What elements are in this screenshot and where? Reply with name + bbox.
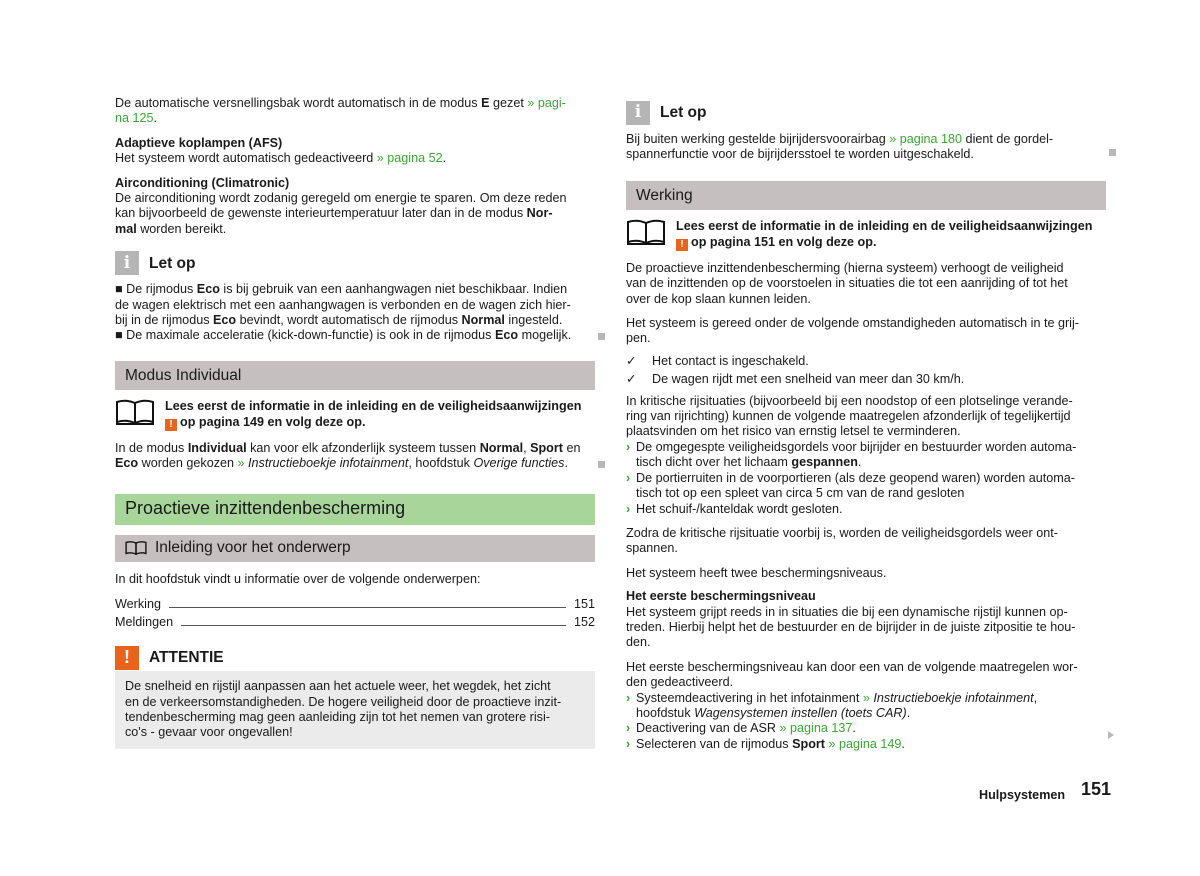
paragraph-individual: In de modus Individual kan voor elk afzonderlijk systeem tussen Normal, Sport en Eco worden gekozen » Instructieboekje infotainment, hoofdstuk Overige functies.: [115, 441, 595, 472]
link-page-137[interactable]: » pagina 137: [779, 721, 853, 736]
link-page-52[interactable]: » pagina 52: [376, 151, 443, 166]
link-page-151[interactable]: op pagina 151 en volg deze op.: [691, 234, 877, 249]
paragraph-first-level: Het eerste beschermingsniveau Het systeem grijpt reeds in in situaties die bij een dynamische rijstijl kunnen op- treden. Hierbij helpt het de bestuurder en de bijrijder in de juiste zitpositie te hou- den.: [626, 589, 1076, 650]
list-item: › Het schuif-/kanteldak wordt gesloten.: [626, 501, 843, 516]
info-icon: i: [626, 101, 650, 125]
arrow-icon: ›: [626, 501, 631, 516]
end-of-section-square: [598, 333, 605, 340]
list-item: › Selecteren van de rijmodus Sport » pagina 149.: [626, 736, 905, 751]
section-header-modus-individual: Modus Individual: [115, 361, 595, 390]
left-column: [115, 96, 595, 749]
page-number: 151: [1081, 779, 1112, 799]
arrow-icon: ›: [626, 690, 631, 705]
airco-title: Airconditioning (Climatronic): [115, 175, 290, 190]
toc-item-werking[interactable]: Werking 151: [115, 596, 595, 611]
check-item: ✓ De wagen rijdt met een snelheid van meer dan 30 km/h.: [626, 372, 965, 387]
end-of-section-square: [598, 461, 605, 468]
paragraph-critical: In kritische rijsituaties (bijvoorbeeld bij een noodstop of een plotselinge verande- ring van rijrichting) kunnen de volgende maatregelen afzonderlijk of tegelijkertijd plaatsvinden om het risico van ernstig letsel te verminderen.: [626, 393, 1073, 439]
toc-item-meldingen[interactable]: Meldingen 152: [115, 614, 595, 629]
check-item: ✓ Het contact is ingeschakeld.: [626, 353, 809, 368]
paragraph-release: Zodra de kritische rijsituatie voorbij is, worden de veiligheidsgordels weer ont- spannen.: [626, 525, 1058, 556]
book-icon: [626, 218, 666, 246]
paragraph-eco-mode: De automatische versnellingsbak wordt automatisch in de modus E gezet » pagi- na 125.: [115, 96, 566, 126]
link-instructieboekje[interactable]: »: [862, 690, 874, 705]
read-first-notice: Lees eerst de informatie in de inleiding en de veiligheidsaanwijzingen ! op pagina 151 en volg deze op.: [626, 218, 1106, 251]
right-column: [626, 100, 1106, 752]
list-item: › Systeemdeactivering in het infotainment » Instructieboekje infotainment, hoofdstuk Wagensystemen instellen (toets CAR).: [626, 690, 1038, 720]
link-page-149[interactable]: op pagina 149 en volg deze op.: [180, 414, 366, 429]
link-page-180[interactable]: » pagina 180: [889, 132, 963, 146]
book-icon: [115, 398, 155, 426]
note-box-letop-1: i Let op ■ De rijmodus Eco is bij gebruik van een aanhangwagen niet beschikbaar. Indien de wagen elektrisch met een aanhangwagen is verbonden en de wagen zich hier- bij in de rijmodus Eco bevindt, wordt automatisch de rijmodus Normal ingesteld. ■ De maximale acceleratie (kick-down-functie) is ook in de rijmodus Eco mogelijk.: [115, 250, 595, 344]
list-item: › Deactivering van de ASR » pagina 137.: [626, 721, 856, 736]
check-icon: ✓: [626, 372, 637, 387]
warning-icon: !: [115, 646, 139, 670]
section-header-werking: Werking: [626, 181, 1106, 210]
list-item: › De omgegespte veiligheidsgordels voor bijrijder en bestuurder worden automa- tisch dicht over het lichaam gespannen.: [626, 439, 1077, 470]
measures-list: [626, 440, 1106, 517]
first-level-title: Het eerste beschermingsniveau: [626, 589, 816, 604]
link-page-149[interactable]: » pagina 149: [828, 736, 902, 751]
paragraph-intro: De proactieve inzittendenbescherming (hierna systeem) verhoogt de veiligheid van de inzittenden op de voorstoelen in situaties die tot een aanrijding of tot het over de kop slaan kunnen leiden.: [626, 260, 1068, 306]
arrow-icon: ›: [626, 439, 631, 454]
check-list: [626, 354, 1106, 388]
book-icon: [125, 540, 147, 556]
afs-title: Adaptieve koplampen (AFS): [115, 135, 283, 150]
link-instructieboekje[interactable]: »: [237, 456, 249, 471]
arrow-icon: ›: [626, 721, 631, 736]
section-header-inleiding: Inleiding voor het onderwerp: [115, 535, 595, 562]
deactivate-list: [626, 691, 1106, 753]
arrow-icon: ›: [626, 470, 631, 485]
paragraph-afs: Adaptieve koplampen (AFS) Het systeem wordt automatisch gedeactiveerd » pagina 52.: [115, 135, 447, 166]
warning-title: ATTENTIE: [149, 649, 224, 667]
end-of-section-square: [1109, 149, 1116, 156]
link-page-125-cont[interactable]: na 125: [115, 111, 154, 126]
footer-section-name: Hulpsystemen: [979, 788, 1066, 802]
toc-list: [115, 594, 595, 630]
paragraph-deactivate: Het eerste beschermingsniveau kan door een van de volgende maatregelen wor- den gedeactiveerd.: [626, 659, 1078, 690]
toc-intro: In dit hoofdstuk vindt u informatie over de volgende onderwerpen:: [115, 571, 481, 586]
note-title: Let op: [149, 254, 196, 272]
paragraph-airco: Airconditioning (Climatronic) De airconditioning wordt zodanig geregeld om energie te sparen. Om deze reden kan bijvoorbeeld de gewenste interieurtemperatuur later dan in de modus Nor- mal worden bereikt.: [115, 175, 567, 236]
continue-arrow-icon: [1108, 731, 1114, 739]
warning-icon: !: [165, 419, 177, 431]
note-box-letop-2: i Let op Bij buiten werking gestelde bijrijdersvoorairbag » pagina 180 dient de gordel- spannerfunctie voor de bijrijdersstoel te worden uitgeschakeld.: [626, 100, 1106, 163]
arrow-icon: ›: [626, 736, 631, 751]
warning-box-attentie: ! ATTENTIE De snelheid en rijstijl aanpassen aan het actuele weer, het wegdek, het zicht en de verkeersomstandigheden. De hogere veiligheid door de proactieve inzit- tendenbescherming mag geen aanleiding zijn tot het nemen van grotere risi- co's - gevaar voor ongevallen!: [115, 645, 595, 749]
paragraph-levels: Het systeem heeft twee beschermingsniveaus.: [626, 565, 887, 580]
paragraph-ready: Het systeem is gereed onder de volgende omstandigheden automatisch in te grij- pen.: [626, 316, 1079, 346]
note-title: Let op: [660, 104, 707, 122]
warning-icon: !: [676, 239, 688, 251]
list-item: › De portierruiten in de voorportieren (als deze geopend waren) worden automa- tisch tot op een spleet van circa 5 cm van de rand gesloten: [626, 470, 1075, 501]
check-icon: ✓: [626, 353, 637, 368]
info-icon: i: [115, 251, 139, 275]
chapter-header-proactieve: Proactieve inzittendenbescherming: [115, 494, 595, 525]
read-first-notice: Lees eerst de informatie in de inleiding en de veiligheidsaanwijzingen ! op pagina 149 en volg deze op.: [115, 398, 595, 431]
link-page-125[interactable]: » pagi-: [527, 96, 566, 110]
